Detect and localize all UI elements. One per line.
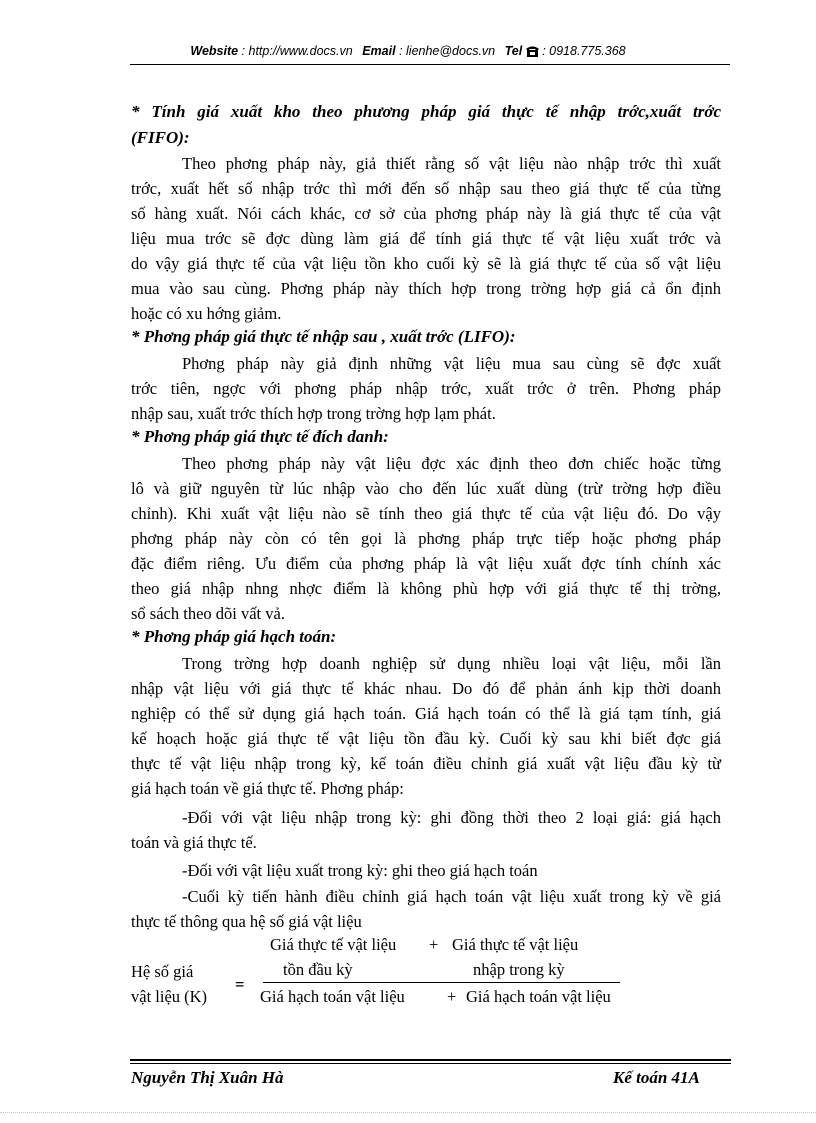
paragraph-line: giá hạch toán về giá thực tế. Phơng pháp: (131, 779, 404, 798)
paragraph-line: -Cuối kỳ tiến hành điều chỉnh giá hạch toán vật liệu xuất trong kỳ về giá (182, 887, 721, 906)
denominator-b: Giá hạch toán vật liệu (466, 987, 611, 1006)
paragraph-line: thực tế vật liệu nhập trong kỳ, kế toán điều chỉnh giá xuất vật liệu đầu kỳ từ (131, 754, 721, 773)
denominator-plus: + (447, 987, 457, 1006)
paragraph-line: Trong trờng hợp doanh nghiệp sử dụng nhiều loại vật liệu, mỗi lần (182, 654, 721, 673)
numerator-b-line2: nhập trong kỳ (473, 960, 565, 979)
paragraph-line: nhập vật liệu với giá thực tế khác nhau. Do đó để phản ánh kịp thời doanh (131, 679, 721, 698)
numerator-b-line1: Giá thực tế vật liệu (452, 935, 579, 954)
page-edge-divider (0, 1112, 816, 1113)
heading-specific-id: * Phơng pháp giá thực tế đích danh: (131, 427, 389, 446)
paragraph-line: trớc tiên, ngợc với phơng pháp nhập trớc, xuất trớc ở trên. Phơng pháp (131, 379, 721, 398)
paragraph-line: theo giá nhập nhng nhợc điểm là không phù hợp với giá thực tế thị trờng, (131, 579, 721, 598)
heading-lifo: * Phơng pháp giá thực tế nhập sau , xuất trớc (LIFO): (131, 327, 516, 346)
paragraph-line: nghiệp có thể sử dụng giá hạch toán. Giá hạch toán có thể là giá tạm tính, giá (131, 704, 721, 723)
paragraph-line: phơng pháp này còn có tên gọi là phơng pháp trực tiếp hoặc phơng pháp (131, 529, 721, 548)
paragraph-line: lô và giữ nguyên từ lúc nhập vào cho đến lúc xuất dùng (trừ trờng hợp điều (131, 479, 721, 498)
page-header (0, 44, 816, 60)
lhs-line1: Hệ số giá (131, 962, 194, 981)
numerator-a-line2: tồn đầu kỳ (283, 960, 353, 979)
paragraph-line: nhập sau, xuất trớc thích hợp trong trờng hợp lạm phát. (131, 404, 496, 423)
paragraph-line: liệu mua trớc sẽ đợc dùng làm giá để tính giá thực tế vật liệu xuất trớc và (131, 229, 721, 248)
tel-value: : 0918.775.368 (542, 44, 626, 58)
paragraph-line: Theo phơng pháp này vật liệu đợc xác định theo đơn chiếc hoặc từng (182, 454, 721, 473)
header-rule (130, 64, 730, 65)
footer-author: Nguyễn Thị Xuân Hà (131, 1068, 284, 1087)
paragraph-line: trớc, xuất hết số nhập trớc thì mới đến số nhập sau theo giá thực tế của từng (131, 179, 721, 198)
website-label: Website (190, 44, 239, 58)
denominator-a: Giá hạch toán vật liệu (260, 987, 405, 1006)
paragraph-line: số hàng xuất. Nói cách khác, cơ sở của phơng pháp này là giá thực tế của vật (131, 204, 721, 223)
paragraph-line: sổ sách theo dõi vất vả. (131, 604, 285, 623)
lhs-line2: vật liệu (K) (131, 987, 208, 1006)
paragraph-line: -Đối với vật liệu xuất trong kỳ: ghi theo giá hạch toán (182, 861, 538, 880)
paragraph-line: đặc điểm riêng. Ưu điểm của phơng pháp là vật liệu xuất đợc tính chính xác (131, 554, 721, 573)
phone-icon (526, 45, 539, 60)
paragraph-line: chỉnh). Khi xuất vật liệu nào sẽ tính theo giá thực tế của vật liệu đó. Do vậy (131, 504, 721, 523)
footer-rule-thin (130, 1063, 731, 1064)
equals-sign: = (235, 975, 245, 994)
email-label: Email (362, 44, 396, 58)
numerator-a-line1: Giá thực tế vật liệu (270, 935, 397, 954)
footer-class: Kế toán 41A (613, 1068, 700, 1087)
paragraph-line: Theo phơng pháp này, giả thiết rằng số vật liệu nào nhập trớc thì xuất (182, 154, 721, 173)
email-value: : lienhe@docs.vn (399, 44, 496, 58)
price-coefficient-formula (131, 932, 731, 1012)
paragraph-line: -Đối với vật liệu nhập trong kỳ: ghi đồng thời theo 2 loại giá: giá hạch (182, 808, 721, 827)
paragraph-line: thực tế thông qua hệ số giá vật liệu (131, 912, 362, 931)
heading-fifo-cont: (FIFO): (131, 128, 190, 147)
heading-fifo: * Tính giá xuất kho theo phương pháp giá thực tế nhập trớc,xuất trớc (131, 102, 721, 121)
tel-label: Tel (504, 44, 523, 58)
footer-rule (130, 1059, 731, 1061)
paragraph-line: Phơng pháp này giả định những vật liệu mua sau cùng sẽ đợc xuất (182, 354, 721, 373)
paragraph-line: hoặc có xu hớng giảm. (131, 304, 282, 323)
heading-standard-cost: * Phơng pháp giá hạch toán: (131, 627, 337, 646)
paragraph-line: toán và giá thực tế. (131, 833, 257, 852)
numerator-plus: + (429, 935, 439, 954)
paragraph-line: kế hoạch hoặc giá thực tế vật liệu tồn đầu kỳ. Cuối kỳ sau khi biết đợc giá (131, 729, 721, 748)
paragraph-line: mua vào sau cùng. Phơng pháp này thích hợp trong trờng hợp giá cả ổn định (131, 279, 721, 298)
paragraph-line: do vậy giá thực tế của vật liệu tồn kho cuối kỳ sẽ là giá thực tế của số vật liệu (131, 254, 721, 273)
fraction-bar (263, 982, 620, 983)
website-value: : http://www.docs.vn (241, 44, 353, 58)
